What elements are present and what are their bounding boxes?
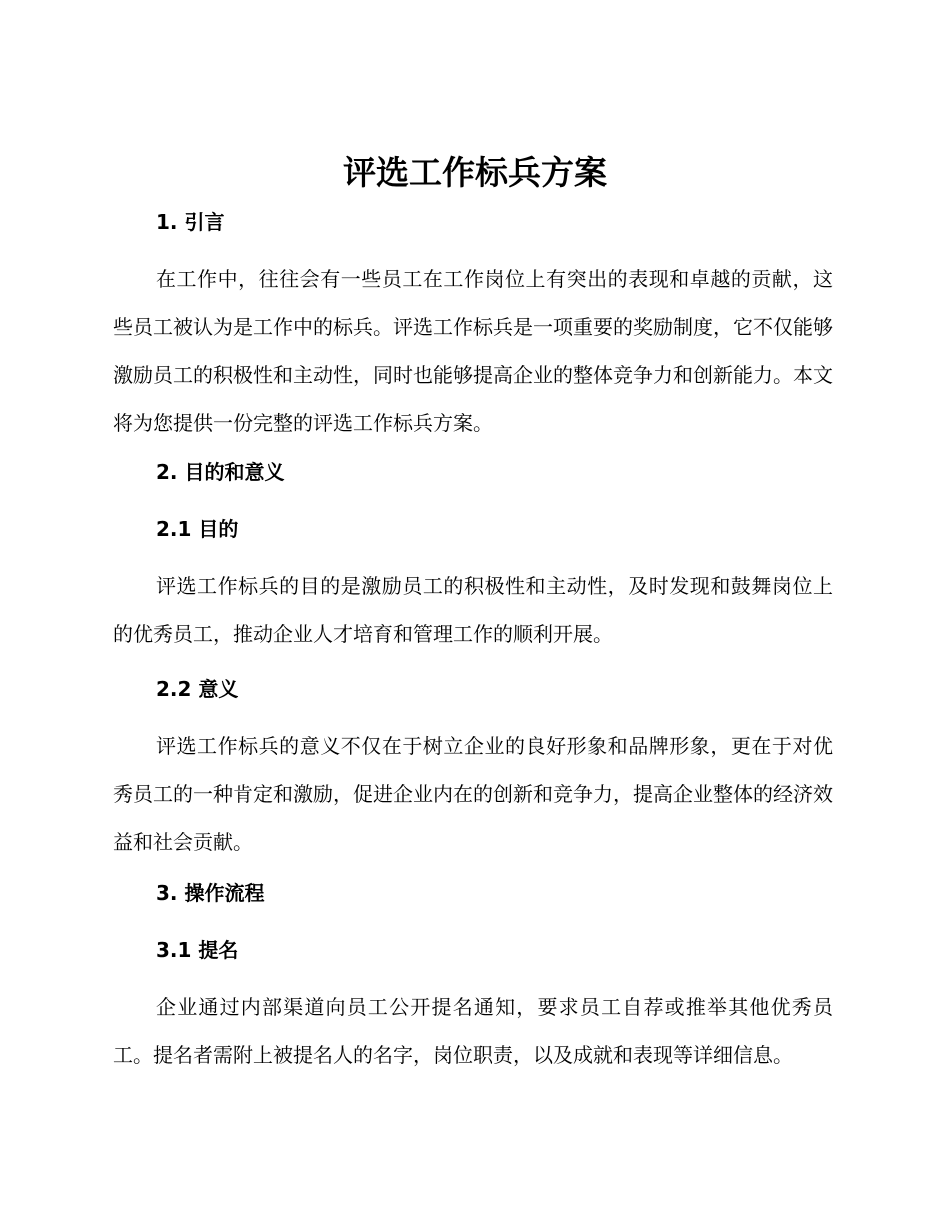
paragraph-intro: 在工作中，往往会有一些员工在工作岗位上有突出的表现和卓越的贡献，这些员工被认为是工作中的标兵。评选工作标兵是一项重要的奖励制度，它不仅能够激励员工的积极性和主动性，同时也能够提高企业的整体竞争力和创新能力。本文将为您提供一份完整的评选工作标兵方案。 bbox=[113, 267, 833, 435]
subsection-heading-nomination: 3.1 提名 bbox=[156, 938, 239, 962]
section-heading-intro: 1. 引言 bbox=[156, 210, 225, 234]
section-heading-process: 3. 操作流程 bbox=[156, 881, 265, 905]
paragraph-nomination: 企业通过内部渠道向员工公开提名通知，要求员工自荐或推举其他优秀员工。提名者需附上被提名人的名字，岗位职责，以及成就和表现等详细信息。 bbox=[113, 995, 833, 1067]
subsection-heading-meaning: 2.2 意义 bbox=[156, 677, 239, 701]
subsection-heading-purpose: 2.1 目的 bbox=[156, 517, 239, 541]
paragraph-purpose: 评选工作标兵的目的是激励员工的积极性和主动性，及时发现和鼓舞岗位上的优秀员工，推动企业人才培育和管理工作的顺利开展。 bbox=[113, 574, 833, 646]
section-heading-purpose: 2. 目的和意义 bbox=[156, 460, 285, 484]
paragraph-meaning: 评选工作标兵的意义不仅在于树立企业的良好形象和品牌形象，更在于对优秀员工的一种肯定和激励，促进企业内在的创新和竞争力，提高企业整体的经济效益和社会贡献。 bbox=[113, 734, 833, 854]
document-title: 评选工作标兵方案 bbox=[343, 153, 607, 192]
